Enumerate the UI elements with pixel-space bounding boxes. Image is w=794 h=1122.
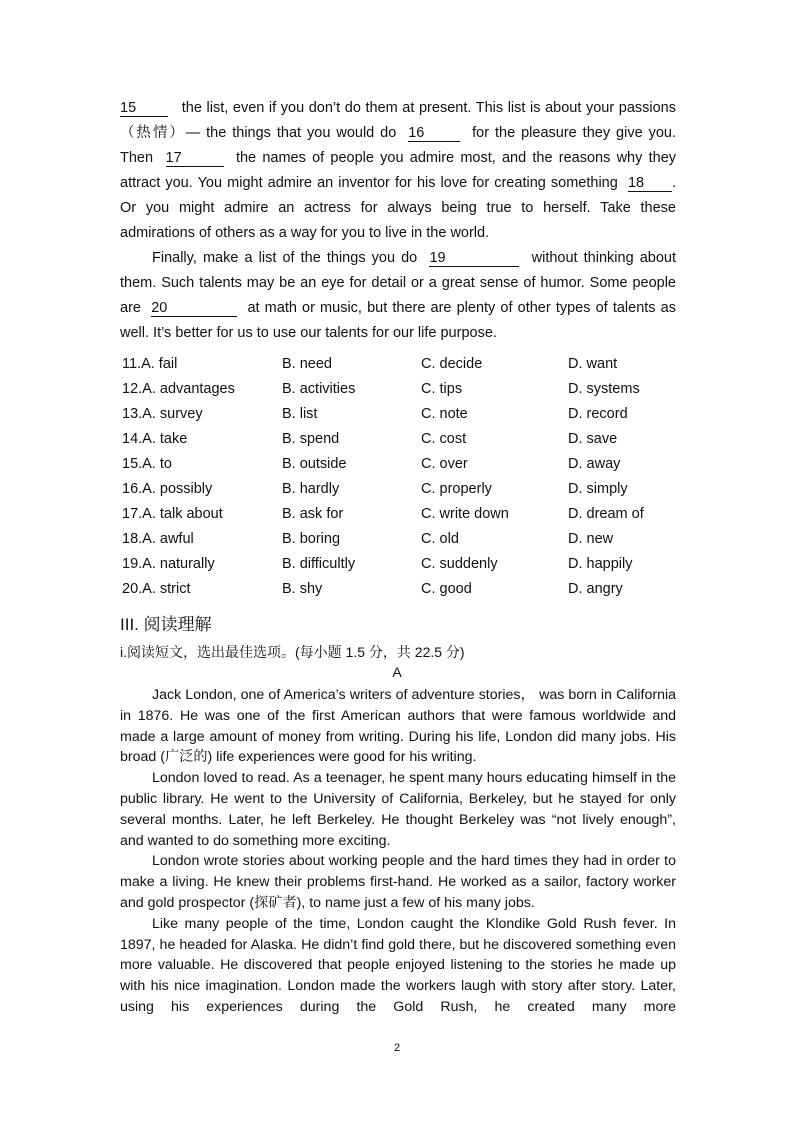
option-row (122, 477, 682, 502)
reading-paragraph: London wrote stories about working people and the hard times they had in order to make a living. He knew their problems first-hand. He worked as a sailor, factory worker and gold prospector (探矿者), to name just a few of his many jobs. (120, 853, 676, 911)
option-d: D. angry (568, 581, 623, 597)
cloze-text: without thinking about them. Such talents may be an eye for detail or a great sense of humor. Some people are (120, 250, 677, 316)
option-b: B. ask for (282, 506, 344, 522)
option-a: 11.A. fail (122, 356, 178, 372)
option-c: C. properly (421, 481, 492, 497)
cloze-passage (120, 96, 676, 346)
cloze-text: for the pleasure they give you. Then (120, 125, 676, 166)
blank-20: 20 (151, 300, 237, 317)
option-c: C. tips (421, 381, 463, 397)
option-d: D. happily (568, 556, 633, 572)
option-row (122, 402, 682, 427)
option-b: B. spend (282, 431, 340, 447)
reading-paragraph: Jack London, one of America’s writers of adventure stories， was born in California in 1876. He was one of the first American authors that were famous worldwide and made a large amount of money from writing. During his life, London did many jobs. His broad (广泛的) life experiences were good for his writing. (120, 687, 676, 766)
option-c: C. note (421, 406, 468, 422)
option-d: D. dream of (568, 506, 644, 522)
option-row (122, 527, 682, 552)
option-d: D. save (568, 431, 618, 447)
option-a: 13.A. survey (122, 406, 203, 422)
cloze-text: at math or music, but there are plenty of other types of talents as well. It’s better for us to use our talents for our life purpose. (120, 300, 676, 341)
page-number: 2 (393, 1042, 401, 1054)
option-d: D. new (568, 531, 614, 547)
option-a: 15.A. to (122, 456, 172, 472)
reading-paragraph: Like many people of the time, London caught the Klondike Gold Rush fever. In 1897, he headed for Alaska. He didn’t find gold there, but he discovered something even more valuable. He discovered that people enjoyed listening to the stories he made up with his nice imagination. London made the workers laugh with story after story. Later, using his experiences during the Gold Rush, he created many more (120, 915, 676, 1015)
option-a: 12.A. advantages (122, 381, 235, 397)
option-row (122, 452, 682, 477)
blank-15: 15 (120, 100, 168, 117)
option-row (122, 502, 682, 527)
cloze-text: . Or you might admire an actress for always being true to herself. Take these admirations of others as a way for you to live in the world. (120, 175, 676, 241)
blank-18: 18 (628, 175, 672, 192)
cloze-paragraph-1 (120, 96, 676, 246)
option-b: B. list (282, 406, 318, 422)
option-row (122, 352, 682, 377)
reading-passage (120, 685, 676, 1018)
section-title: III. 阅读理解 (120, 615, 212, 634)
option-b: B. boring (282, 531, 341, 547)
option-c: C. write down (421, 506, 509, 522)
option-b: B. hardly (282, 481, 340, 497)
option-d: D. simply (568, 481, 628, 497)
answer-options (122, 352, 682, 602)
option-row (122, 552, 682, 577)
option-c: C. old (421, 531, 459, 547)
option-b: B. outside (282, 456, 347, 472)
cloze-paragraph-2 (120, 246, 676, 346)
option-row (122, 577, 682, 602)
option-b: B. need (282, 356, 332, 372)
cloze-text: the list, even if you don’t do them at present. This list is about your passions （热情）— the things that you would do (120, 100, 676, 141)
section-instruction: i.阅读短文，选出最佳选项。(每小题 1.5 分，共 22.5 分) (120, 644, 465, 660)
blank-17: 17 (166, 150, 224, 167)
option-a: 14.A. take (122, 431, 188, 447)
option-c: C. cost (421, 431, 467, 447)
blank-19: 19 (429, 250, 519, 267)
reading-paragraph: London loved to read. As a teenager, he spent many hours educating himself in the public library. He went to the University of California, Berkeley, but he stayed for only several months. Later, he left Berkeley. He thought Berkeley was “not lively enough”, and wanted to do something more exciting. (120, 770, 676, 849)
option-d: D. away (568, 456, 621, 472)
option-row (122, 377, 682, 402)
option-b: B. shy (282, 581, 323, 597)
option-c: C. suddenly (421, 556, 498, 572)
option-a: 16.A. possibly (122, 481, 213, 497)
option-c: C. good (421, 581, 472, 597)
option-d: D. want (568, 356, 618, 372)
blank-16: 16 (408, 125, 460, 142)
option-b: B. activities (282, 381, 356, 397)
option-b: B. difficultly (282, 556, 356, 572)
option-a: 17.A. talk about (122, 506, 223, 522)
passage-label: A (392, 664, 402, 680)
option-a: 20.A. strict (122, 581, 191, 597)
option-c: C. decide (421, 356, 483, 372)
option-d: D. record (568, 406, 628, 422)
option-c: C. over (421, 456, 468, 472)
cloze-text: the names of people you admire most, and the reasons why they attract you. You might admire an inventor for his love for creating something (120, 150, 677, 191)
option-d: D. systems (568, 381, 640, 397)
option-a: 18.A. awful (122, 531, 194, 547)
option-a: 19.A. naturally (122, 556, 215, 572)
cloze-text: Finally, make a list of the things you do (152, 250, 418, 266)
option-row (122, 427, 682, 452)
